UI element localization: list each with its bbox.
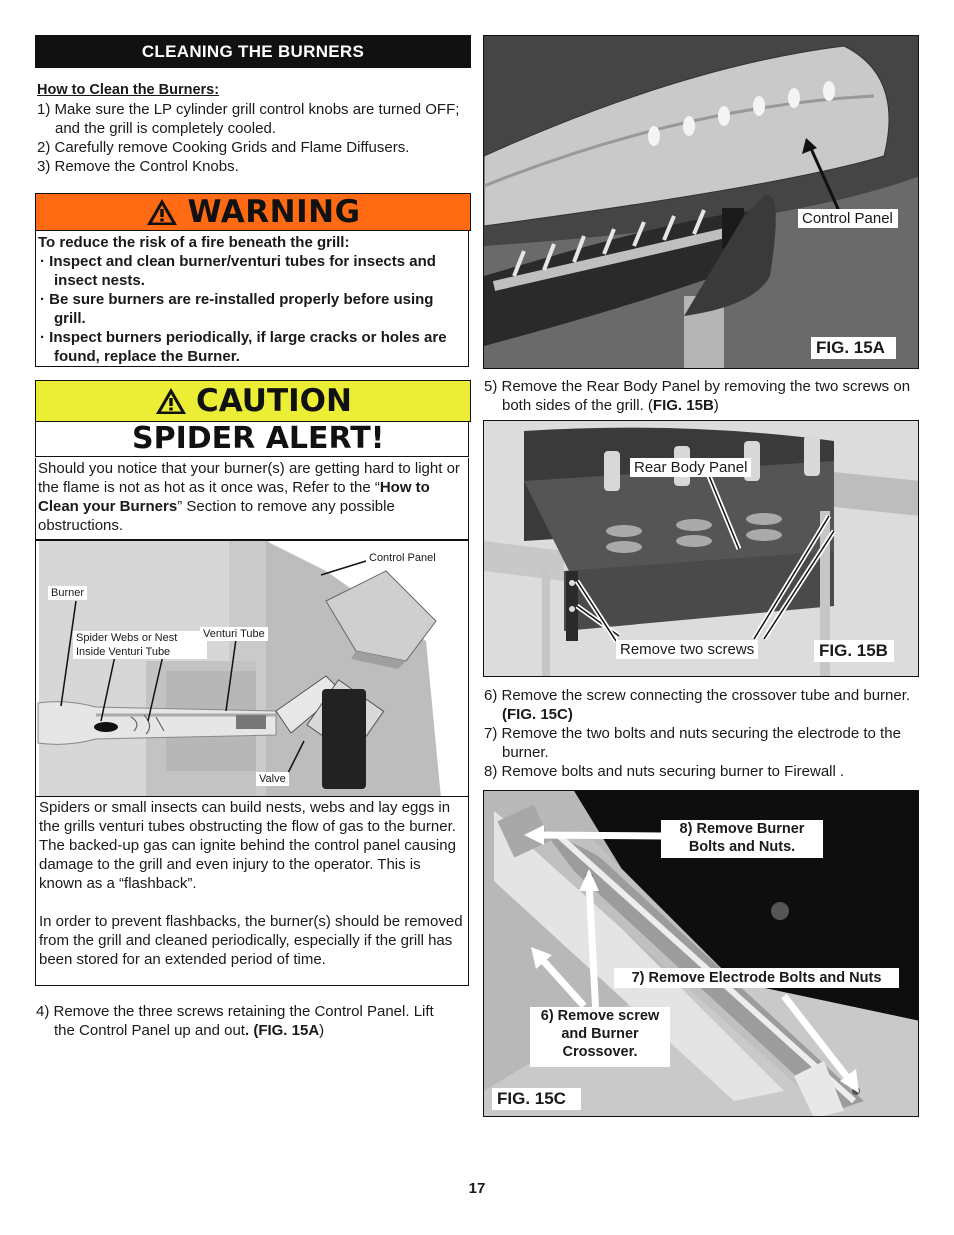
fig-15a: [483, 35, 919, 369]
label-control-panel: Control Panel: [366, 551, 439, 565]
fig-15c-label-8: 8) Remove Burner Bolts and Nuts.: [661, 820, 823, 858]
spider-alert-para-3: In order to prevent flashbacks, the burner(s) should be removed from the grill and cleaned periodically, especially if the grill has been stored for an extended period of time.: [39, 913, 463, 968]
fig-15a-photo: [484, 36, 919, 369]
label-venturi-tube: Venturi Tube: [200, 627, 268, 641]
fig-15b-label-rear-panel: Rear Body Panel: [630, 458, 751, 477]
label-valve: Valve: [256, 772, 289, 786]
warning-heading: WARNING: [187, 194, 361, 230]
how-to-step-3: 3) Remove the Control Knobs.: [37, 158, 239, 175]
step-5: 5) Remove the Rear Body Panel by removing the two screws on both sides of the grill. (FIG. 15B): [484, 378, 911, 414]
steps-6-8: [484, 686, 914, 781]
spider-alert-para-2: Spiders or small insects can build nests, webs and lay eggs in the grills venturi tubes obstructing the flow of gas to the burner. The backed-up gas can ignite behind the control panel causing damage to the grill and even injury to the operator. This is known as a “flashback”.: [39, 799, 456, 892]
caution-triangle-icon: [154, 386, 188, 416]
fig-15c: [483, 790, 919, 1117]
label-burner: Burner: [48, 586, 87, 600]
spider-alert-heading: SPIDER ALERT!: [35, 421, 469, 457]
step-8: 8) Remove bolts and nuts securing burner to Firewall .: [484, 763, 845, 780]
step-7: 7) Remove the two bolts and nuts securing the electrode to the burner.: [484, 725, 901, 761]
step-4: 4) Remove the three screws retaining the Control Panel. Lift the Control Panel up and out. (FIG. 15A): [36, 1003, 434, 1039]
fig-15c-label-7: 7) Remove Electrode Bolts and Nuts: [614, 968, 899, 988]
how-to-block: [37, 81, 469, 176]
fig-15b-label-screws: Remove two screws: [616, 640, 758, 659]
step-6: 6) Remove the screw connecting the crossover tube and burner. (FIG. 15C): [484, 687, 911, 723]
label-spider-webs: Spider Webs or Nest Inside Venturi Tube: [73, 631, 207, 659]
section-header: CLEANING THE BURNERS: [35, 35, 471, 68]
spider-alert-text-box: [35, 796, 469, 986]
how-to-title: How to Clean the Burners:: [37, 82, 220, 98]
fig-15c-label-6: 6) Remove screw and Burner Crossover.: [530, 1007, 670, 1067]
warning-bullet-1: · Inspect and clean burner/venturi tubes for insects and insect nests.: [40, 253, 436, 289]
page-number: 17: [468, 1180, 486, 1197]
how-to-step-2: 2) Carefully remove Cooking Grids and Flame Diffusers.: [37, 139, 410, 156]
fig-15a-label-control-panel: Control Panel: [798, 209, 898, 228]
burner-diagram-illustration: [36, 541, 469, 797]
fig-15b-tag: FIG. 15B: [814, 640, 894, 662]
warning-text-box: [35, 230, 469, 367]
burner-diagram: [35, 540, 469, 797]
caution-banner: [35, 380, 471, 422]
warning-banner: [35, 193, 471, 231]
warning-bullet-3: · Inspect burners periodically, if large cracks or holes are found, replace the Burner.: [40, 329, 447, 365]
warning-triangle-icon: [145, 197, 179, 227]
warning-intro: To reduce the risk of a fire beneath the grill:: [38, 234, 350, 251]
how-to-step-1: 1) Make sure the LP cylinder grill control knobs are turned OFF; and the grill is completely cooled.: [37, 101, 460, 137]
warning-bullet-2: · Be sure burners are re-installed properly before using grill.: [40, 291, 434, 327]
fig-15c-tag: FIG. 15C: [492, 1088, 581, 1110]
fig-15a-tag: FIG. 15A: [811, 337, 896, 359]
spider-alert-para-1: Should you notice that your burner(s) are getting hard to light or the flame is not as hot as it once was, Refer to the “How to Clean your Burners” Section to remove any possible obstructions.: [35, 458, 469, 540]
fig-15b: [483, 420, 919, 677]
caution-heading: CAUTION: [196, 383, 352, 419]
